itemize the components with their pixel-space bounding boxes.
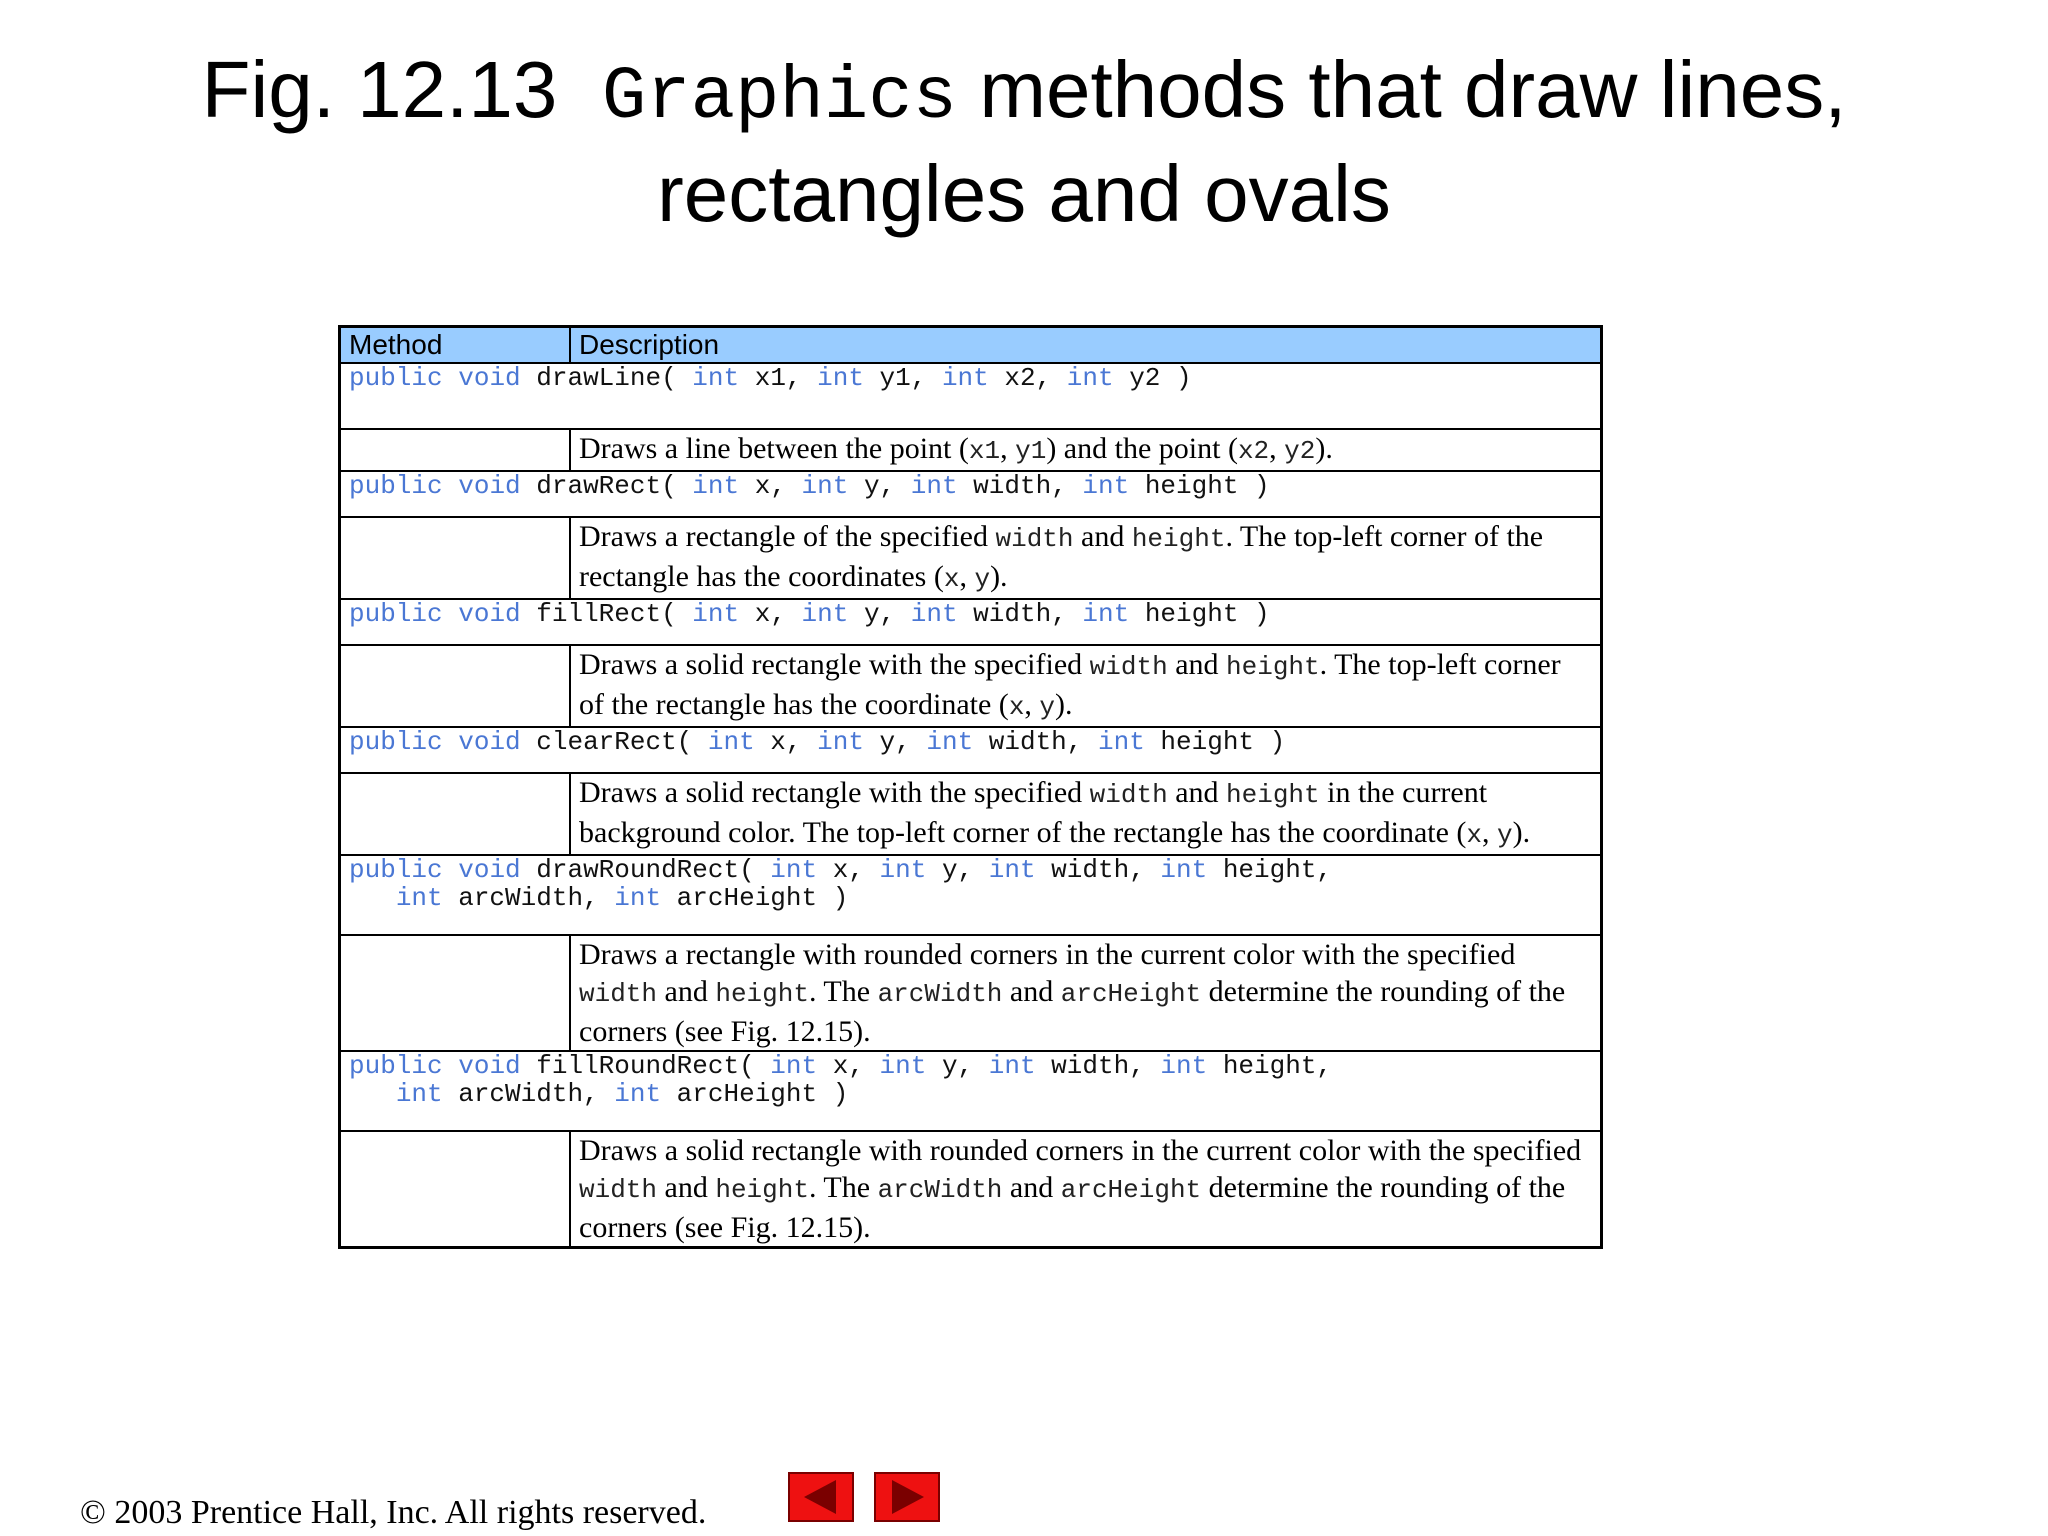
method-signature-row <box>340 599 1602 645</box>
method-signature-row <box>340 363 1602 429</box>
slide-title <box>0 42 2048 242</box>
keyword: void <box>458 471 521 501</box>
previous-slide-button[interactable] <box>788 1472 854 1522</box>
code-term: height <box>1131 524 1226 554</box>
keyword: int <box>614 883 662 913</box>
description-text: , <box>1000 432 1016 465</box>
description-text: ) and the point ( <box>1046 432 1238 465</box>
description-text: determine the rounding of the corners (see Fig. 12.15). <box>579 1171 1566 1244</box>
code-term: arcHeight <box>1060 1175 1202 1205</box>
description-text: Draws a line between the point ( <box>579 432 969 465</box>
method-signature <box>340 599 1602 645</box>
code-term: arcWidth <box>877 979 1003 1009</box>
code-term: width <box>1089 652 1168 682</box>
method-description-row <box>340 645 1602 727</box>
keyword: int <box>801 471 849 501</box>
signature-text: width, <box>957 599 1083 629</box>
code-term: y1 <box>1015 436 1047 466</box>
keyword: int <box>692 471 740 501</box>
description-text: and <box>657 1171 716 1204</box>
code-term: x <box>943 564 960 594</box>
keyword: int <box>941 363 989 393</box>
signature-text: drawLine( <box>520 363 693 393</box>
method-description-row <box>340 773 1602 855</box>
keyword: int <box>817 363 864 393</box>
keyword: int <box>988 1051 1036 1081</box>
description-text: and <box>1002 975 1061 1008</box>
keyword: public <box>349 727 443 757</box>
description-text: Draws a solid rectangle with the specified <box>579 648 1090 681</box>
signature-text: arcHeight ) <box>661 1079 849 1109</box>
signature-text: clearRect( <box>520 727 708 757</box>
signature-text <box>443 363 459 393</box>
description-text: Draws a solid rectangle with rounded corners in the current color with the specified <box>579 1134 1582 1167</box>
keyword: public <box>349 1051 443 1081</box>
code-term: x1 <box>968 436 1001 466</box>
description-text: and <box>1167 648 1227 681</box>
code-term: width <box>995 524 1074 554</box>
code-term: y2 <box>1284 436 1316 466</box>
keyword: public <box>349 599 443 629</box>
signature-text: arcWidth, <box>442 1079 615 1109</box>
method-description-row <box>340 935 1602 1051</box>
code-term: y <box>974 564 991 594</box>
signature-text <box>443 599 459 629</box>
keyword: int <box>988 855 1036 885</box>
keyword: public <box>349 363 443 393</box>
description-text: , <box>959 560 975 593</box>
signature-text: height, <box>1207 855 1333 885</box>
signature-text: y, <box>848 599 911 629</box>
keyword: void <box>458 363 521 393</box>
copyright-notice: © 2003 Prentice Hall, Inc. All rights reserved. <box>80 1494 707 1531</box>
description-text: and <box>1002 1171 1061 1204</box>
keyword: void <box>458 727 521 757</box>
description-text: , <box>1024 688 1040 721</box>
method-signature-row <box>340 855 1602 935</box>
method-description <box>570 429 1602 471</box>
keyword: int <box>817 727 864 757</box>
signature-text: width, <box>957 471 1083 501</box>
code-term: y <box>1039 692 1056 722</box>
keyword: int <box>1160 1051 1208 1081</box>
keyword: int <box>1160 855 1208 885</box>
code-term: x <box>1466 820 1483 850</box>
signature-text: width, <box>1035 855 1161 885</box>
keyword: int <box>801 599 849 629</box>
code-term: width <box>1089 780 1168 810</box>
signature-text: height ) <box>1129 471 1270 501</box>
description-text: Draws a solid rectangle with the specified <box>579 776 1090 809</box>
signature-text: x, <box>817 1051 880 1081</box>
method-description <box>570 935 1602 1051</box>
description-text: ). <box>1055 688 1073 721</box>
right-arrow-icon <box>876 1474 938 1520</box>
description-text: and <box>1167 776 1227 809</box>
description-text: ). <box>1315 432 1333 465</box>
code-term: height <box>1226 652 1320 682</box>
signature-text: height ) <box>1129 599 1270 629</box>
description-text: Draws a rectangle of the specified <box>579 520 996 553</box>
method-signature <box>340 855 1602 935</box>
signature-text: height ) <box>1144 727 1286 757</box>
method-description <box>570 517 1602 599</box>
signature-text: x2, <box>988 363 1067 393</box>
code-term: y <box>1497 820 1513 850</box>
empty-cell <box>340 645 571 727</box>
description-text: . The <box>808 1171 878 1204</box>
keyword: int <box>1066 363 1114 393</box>
signature-text <box>443 471 459 501</box>
keyword: void <box>458 599 521 629</box>
signature-text <box>443 855 459 885</box>
code-term: width <box>579 1175 658 1205</box>
keyword: int <box>1098 727 1145 757</box>
code-term: width <box>579 979 658 1009</box>
keyword: int <box>692 599 740 629</box>
method-signature-row <box>340 727 1602 773</box>
method-description-row <box>340 517 1602 599</box>
keyword: int <box>910 471 958 501</box>
keyword: void <box>458 855 521 885</box>
description-text: , <box>1482 816 1498 849</box>
code-term: arcWidth <box>877 1175 1003 1205</box>
signature-text <box>349 1079 396 1109</box>
signature-text: arcWidth, <box>442 883 615 913</box>
keyword: int <box>614 1079 662 1109</box>
class-name: Graphics <box>601 56 958 140</box>
description-text: Draws a rectangle with rounded corners in the current color with the specified <box>579 938 1516 971</box>
description-text: . The top-left corner of the rectangle has the coordinate ( <box>579 648 1561 721</box>
code-term: height <box>715 979 809 1009</box>
description-text: in the current background color. The top-left corner of the rectangle has the coordinate ( <box>579 776 1488 849</box>
method-signature-row <box>340 471 1602 517</box>
method-description-row <box>340 429 1602 471</box>
title-line-1 <box>0 42 2048 146</box>
keyword: int <box>1082 599 1130 629</box>
method-description <box>570 773 1602 855</box>
signature-text: width, <box>973 727 1098 757</box>
empty-cell <box>340 429 571 471</box>
description-text: and <box>657 975 716 1008</box>
method-signature <box>340 363 1602 429</box>
signature-text: x, <box>739 599 802 629</box>
code-term: x <box>1008 692 1025 722</box>
keyword: int <box>1082 471 1130 501</box>
method-description <box>570 645 1602 727</box>
title-rest: methods that draw lines, <box>979 45 1847 134</box>
methods-table <box>338 325 1603 1249</box>
left-arrow-icon <box>790 1474 852 1520</box>
method-signature <box>340 1051 1602 1131</box>
empty-cell <box>340 517 571 599</box>
signature-text: x1, <box>739 363 818 393</box>
keyword: int <box>692 363 740 393</box>
next-slide-button[interactable] <box>874 1472 940 1522</box>
signature-text: y1, <box>863 363 942 393</box>
signature-text: drawRoundRect( <box>520 855 771 885</box>
keyword: void <box>458 1051 521 1081</box>
code-term: height <box>1226 780 1320 810</box>
method-signature <box>340 727 1602 773</box>
signature-text: fillRoundRect( <box>520 1051 771 1081</box>
keyword: int <box>926 727 974 757</box>
keyword: public <box>349 471 443 501</box>
empty-cell <box>340 935 571 1051</box>
keyword: int <box>707 727 755 757</box>
method-signature <box>340 471 1602 517</box>
keyword: int <box>879 855 927 885</box>
keyword: int <box>395 1079 443 1109</box>
signature-text: height, <box>1207 1051 1333 1081</box>
signature-text: arcHeight ) <box>661 883 849 913</box>
method-signature-row <box>340 1051 1602 1131</box>
signature-text: drawRect( <box>520 471 693 501</box>
code-term: height <box>715 1175 809 1205</box>
table-header-row <box>340 327 1602 364</box>
description-text: ). <box>1512 816 1531 849</box>
keyword: public <box>349 855 443 885</box>
signature-text: x, <box>739 471 802 501</box>
keyword: int <box>879 1051 927 1081</box>
keyword: int <box>395 883 443 913</box>
signature-text: y, <box>926 1051 989 1081</box>
header-method: Method <box>340 327 571 364</box>
signature-text <box>349 883 396 913</box>
code-term: arcHeight <box>1060 979 1202 1009</box>
signature-text: x, <box>754 727 818 757</box>
methods-table-body <box>340 363 1602 1248</box>
signature-text: x, <box>817 855 880 885</box>
signature-text <box>443 1051 459 1081</box>
signature-text: y, <box>863 727 927 757</box>
signature-text <box>443 727 459 757</box>
description-text: determine the rounding of the corners (see Fig. 12.15). <box>579 975 1566 1048</box>
signature-text: width, <box>1035 1051 1161 1081</box>
signature-text: y, <box>926 855 989 885</box>
keyword: int <box>770 1051 818 1081</box>
description-text: . The top-left corner of the rectangle has the coordinates ( <box>579 520 1544 593</box>
signature-text: fillRect( <box>520 599 693 629</box>
figure-number: Fig. 12.13 <box>201 45 558 134</box>
signature-text: y2 ) <box>1113 363 1192 393</box>
header-description: Description <box>570 327 1602 364</box>
keyword: int <box>910 599 958 629</box>
code-term: x2 <box>1237 436 1270 466</box>
method-description-row <box>340 1131 1602 1248</box>
description-text: ). <box>990 560 1008 593</box>
signature-text: y, <box>848 471 911 501</box>
empty-cell <box>340 1131 571 1248</box>
empty-cell <box>340 773 571 855</box>
description-text: and <box>1073 520 1132 553</box>
title-line-2: rectangles and ovals <box>657 149 1391 238</box>
keyword: int <box>770 855 818 885</box>
description-text: . The <box>808 975 878 1008</box>
description-text: , <box>1269 432 1285 465</box>
method-description <box>570 1131 1602 1248</box>
